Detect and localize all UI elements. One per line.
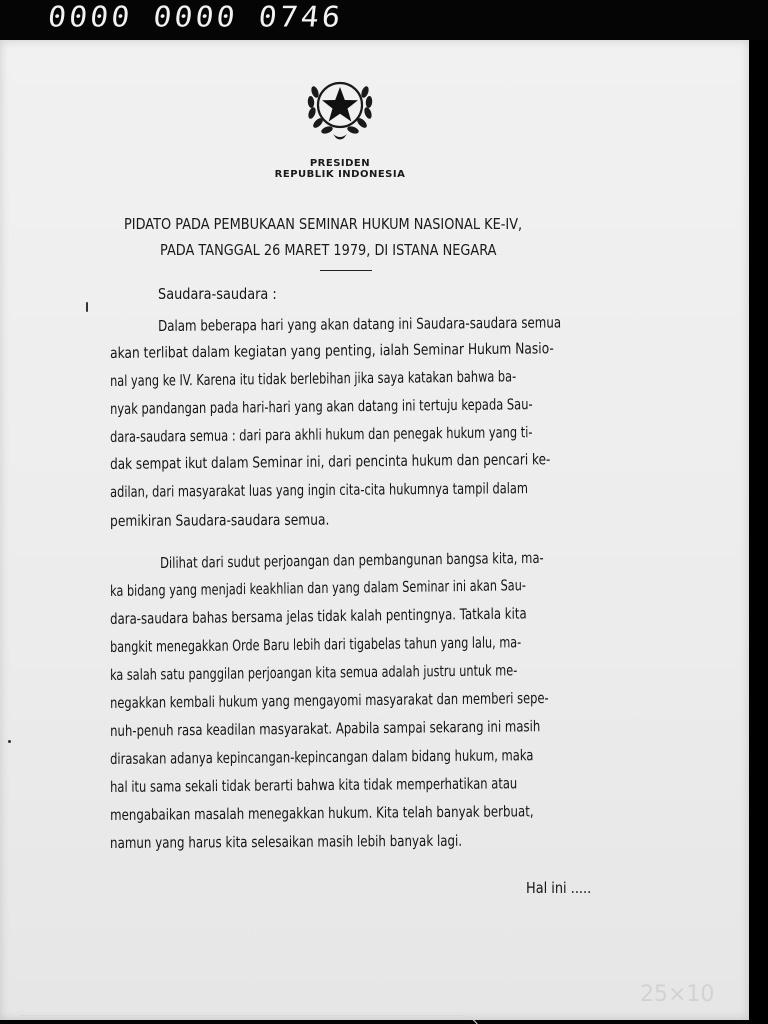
- paragraph-line: namun yang harus kita selesaikan masih lebih banyak lagi.: [110, 831, 463, 852]
- paragraph-line: negakkan kembali hukum yang mengayomi masyarakat dan memberi sepe-: [110, 688, 549, 712]
- paragraph-line: ka salah satu panggilan perjoangan kita semua adalah justru untuk me-: [110, 661, 518, 684]
- letterhead-line-presiden: PRESIDEN: [309, 158, 371, 169]
- frame-reduction-mark: 25×10: [640, 982, 715, 1007]
- speech-title-line-2: PADA TANGGAL 26 MARET 1979, DI ISTANA NEGARA: [160, 241, 497, 259]
- paragraph-line: nuh-penuh rasa keadilan masyarakat. Apabila sampai sekarang ini masih: [110, 717, 541, 740]
- page-edge-shadow: [20, 1015, 481, 1024]
- document-page: [0, 40, 749, 1020]
- film-frame-number: 0000 0000 0746: [46, 0, 345, 35]
- paragraph-line: Dilihat dari sudut perjoangan dan pembangunan bangsa kita, ma-: [160, 548, 544, 572]
- paragraph-line: adilan, dari masyarakat luas yang ingin cita-cita hukumnya tampil dalam: [110, 479, 529, 501]
- letterhead-line-republik: REPUBLIK INDONESIA: [274, 169, 406, 180]
- paragraph-line: bangkit menegakkan Orde Baru lebih dari tigabelas tahun yang lalu, ma-: [110, 633, 522, 656]
- garuda-star-wreath-emblem-icon: [297, 78, 383, 146]
- paragraph-line: hal itu sama sekali tidak berarti bahwa kita tidak memperhatikan atau: [110, 774, 518, 796]
- paragraph-line: pemikiran Saudara-saudara semua.: [110, 510, 330, 530]
- paragraph-line: dak sempat ikut dalam Seminar ini, dari pencinta hukum dan pencari ke-: [110, 450, 551, 473]
- paragraph-line: Dalam beberapa hari yang akan datang ini Saudara-saudara semua: [158, 313, 562, 335]
- salutation: Saudara-saudara :: [158, 285, 277, 303]
- title-underline: [320, 270, 372, 271]
- paragraph-line: mengabaikan masalah menegakkan hukum. Kita telah banyak berbuat,: [110, 802, 534, 824]
- paragraph-line: nyak pandangan pada hari-hari yang akan datang ini tertuju kepada Sau-: [110, 395, 533, 418]
- film-right-border: [749, 40, 768, 1024]
- continuation-catchword: Hal ini .....: [526, 879, 592, 897]
- paragraph-line: ka bidang yang menjadi keakhlian dan yang dalam Seminar ini akan Sau-: [110, 576, 526, 600]
- paragraph-line: nal yang ke IV. Karena itu tidak berlebihan jika saya katakan bahwa ba-: [110, 367, 517, 390]
- speech-title-line-1: PIDATO PADA PEMBUKAAN SEMINAR HUKUM NASIONAL KE-IV,: [124, 215, 523, 233]
- film-speck: [86, 302, 88, 312]
- paragraph-line: dara-saudara bahas bersama jelas tidak kalah pentingnya. Tatkala kita: [110, 604, 527, 628]
- film-speck: [8, 740, 11, 743]
- paragraph-line: dara-saudara semua : dari para akhli hukum dan penegak hukum yang ti-: [110, 423, 533, 446]
- paragraph-line: akan terlibat dalam kegiatan yang penting, ialah Seminar Hukum Nasio-: [110, 339, 554, 362]
- paragraph-line: dirasakan adanya kepincangan-kepincangan dalam bidang hukum, maka: [110, 746, 534, 768]
